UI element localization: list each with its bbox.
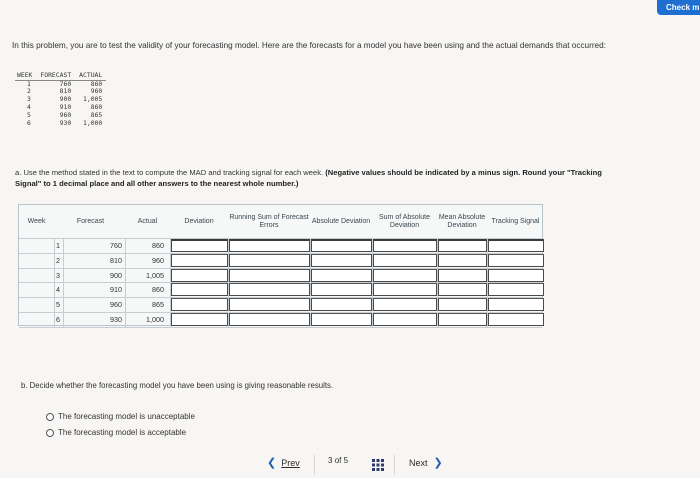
part-b-question: b. Decide whether the forecasting model you have been using is giving reasonable results.: [21, 381, 334, 390]
given-cell-week: 2: [27, 87, 31, 96]
radio-label-unacceptable: The forecasting model is unacceptable: [58, 412, 195, 421]
mad-input[interactable]: [438, 283, 487, 296]
col-header-week: Week: [27, 217, 46, 225]
cell-forecast: 810: [110, 255, 122, 265]
col-header-running-sum: Running Sum of Forecast Errors: [229, 213, 309, 229]
given-table-row: [15, 120, 106, 128]
given-cell-forecast: 810: [59, 87, 72, 96]
given-table-body: [15, 80, 106, 128]
tracking-signal-input[interactable]: [488, 239, 544, 252]
nav-divider: [314, 455, 315, 475]
mad-input[interactable]: [438, 298, 487, 311]
sum-abs-deviation-input[interactable]: [373, 298, 437, 311]
page-of: of: [334, 456, 342, 465]
col-header-sum-abs-deviation: Sum of Absolute Deviation: [379, 213, 430, 229]
next-label: Next: [409, 457, 428, 468]
col-header-deviation: Deviation: [184, 217, 214, 225]
given-cell-week: 5: [27, 111, 31, 120]
cell-actual: 1,000: [146, 315, 164, 324]
given-cell-actual: 960: [90, 87, 103, 96]
given-cell-week: 1: [27, 79, 31, 88]
absolute-deviation-input[interactable]: [311, 298, 372, 311]
running-sum-input[interactable]: [229, 239, 310, 252]
deviation-input[interactable]: [171, 239, 228, 252]
running-sum-input[interactable]: [229, 283, 310, 296]
sum-abs-deviation-input[interactable]: [373, 239, 437, 252]
mad-input[interactable]: [438, 313, 487, 326]
given-cell-forecast: 960: [59, 111, 72, 120]
running-sum-input[interactable]: [229, 269, 310, 282]
cell-week: 3: [56, 270, 60, 280]
chevron-left-icon: ❮: [267, 457, 277, 469]
given-cell-actual: 1,000: [83, 119, 103, 128]
cell-week: 2: [56, 255, 60, 265]
sum-abs-deviation-input[interactable]: [373, 254, 437, 267]
deviation-input[interactable]: [171, 313, 228, 326]
given-cell-week: 4: [27, 103, 31, 112]
cell-forecast: 930: [110, 315, 122, 324]
page-indicator: [328, 456, 348, 465]
part-a-instructions: [15, 168, 620, 189]
part-a-bold-text: (Negative values should be indicated by a minus sign. Round your "Tracking Signal" to 1 decimal place and all other answers to the nearest whole number.): [15, 168, 602, 188]
tracking-signal-input[interactable]: [488, 254, 544, 267]
absolute-deviation-input[interactable]: [311, 313, 372, 326]
given-cell-forecast: 900: [59, 95, 72, 104]
deviation-input[interactable]: [171, 269, 228, 282]
chevron-right-icon: ❯: [433, 457, 443, 469]
running-sum-input[interactable]: [229, 298, 310, 311]
deviation-input[interactable]: [171, 298, 228, 311]
question-grid-icon[interactable]: [372, 459, 384, 471]
given-header-actual: ACTUAL: [79, 71, 103, 79]
check-my-work-button[interactable]: Check m: [657, 0, 700, 15]
next-button[interactable]: [409, 456, 443, 469]
radio-circle-icon[interactable]: [46, 429, 54, 437]
cell-actual: 860: [152, 241, 164, 250]
cell-forecast: 760: [110, 241, 122, 250]
radio-label-acceptable: The forecasting model is acceptable: [58, 428, 187, 437]
cell-week: 1: [56, 241, 60, 250]
given-cell-actual: 860: [90, 103, 103, 112]
tracking-signal-input[interactable]: [488, 283, 544, 296]
absolute-deviation-input[interactable]: [311, 269, 372, 282]
sum-abs-deviation-input[interactable]: [373, 269, 437, 282]
given-header-week: WEEK: [17, 71, 33, 79]
given-cell-actual: 865: [90, 111, 103, 120]
tracking-signal-input[interactable]: [488, 269, 544, 282]
running-sum-input[interactable]: [229, 254, 310, 267]
cell-week: 4: [56, 285, 60, 295]
sum-abs-deviation-input[interactable]: [373, 283, 437, 296]
deviation-input[interactable]: [171, 283, 228, 296]
col-header-actual: Actual: [137, 217, 158, 225]
given-header-forecast: FORECAST: [40, 71, 72, 79]
given-cell-week: 6: [27, 119, 31, 128]
cell-week: 6: [56, 315, 60, 324]
cell-week: 5: [56, 300, 60, 310]
cell-actual: 865: [152, 300, 164, 310]
absolute-deviation-input[interactable]: [311, 283, 372, 296]
cell-forecast: 900: [110, 270, 122, 280]
radio-option-unacceptable[interactable]: [46, 412, 195, 421]
radio-option-acceptable[interactable]: [46, 428, 186, 437]
sum-abs-deviation-input[interactable]: [373, 313, 437, 326]
cell-forecast: 910: [110, 285, 122, 295]
given-cell-actual: 1,005: [83, 95, 103, 104]
mad-input[interactable]: [438, 239, 487, 252]
given-cell-forecast: 760: [59, 79, 72, 88]
col-header-forecast: Forecast: [76, 217, 105, 225]
absolute-deviation-input[interactable]: [311, 254, 372, 267]
running-sum-input[interactable]: [229, 313, 310, 326]
page-current: 3: [328, 456, 333, 465]
absolute-deviation-input[interactable]: [311, 239, 372, 252]
col-header-absolute-deviation: Absolute Deviation: [311, 217, 371, 225]
given-data-table: [15, 72, 106, 128]
answer-table: [18, 204, 543, 326]
prev-label: Prev: [281, 457, 300, 468]
given-cell-forecast: 910: [59, 103, 72, 112]
part-a-text: a. Use the method stated in the text to compute the MAD and tracking signal for each week.: [15, 168, 326, 177]
given-cell-forecast: 930: [59, 119, 72, 128]
mad-input[interactable]: [438, 269, 487, 282]
deviation-input[interactable]: [171, 254, 228, 267]
nav-divider: [394, 455, 395, 475]
cell-actual: 1,005: [146, 270, 164, 280]
tracking-signal-input[interactable]: [488, 313, 544, 326]
page-total: 5: [343, 456, 349, 465]
col-header-tracking-signal: Tracking Signal: [491, 217, 540, 225]
cell-actual: 860: [152, 285, 164, 295]
prev-button[interactable]: [267, 456, 300, 469]
problem-intro: In this problem, you are to test the validity of your forecasting model. Here are the forecasts for a model you have been using and the actual demands that occurred:: [12, 41, 606, 50]
cell-actual: 960: [152, 255, 164, 265]
cell-forecast: 960: [110, 300, 122, 310]
mad-input[interactable]: [438, 254, 487, 267]
radio-circle-icon[interactable]: [46, 413, 54, 421]
col-header-mad: Mean Absolute Deviation: [438, 213, 486, 229]
given-cell-actual: 860: [90, 79, 103, 88]
given-cell-week: 3: [27, 95, 31, 104]
tracking-signal-input[interactable]: [488, 298, 544, 311]
